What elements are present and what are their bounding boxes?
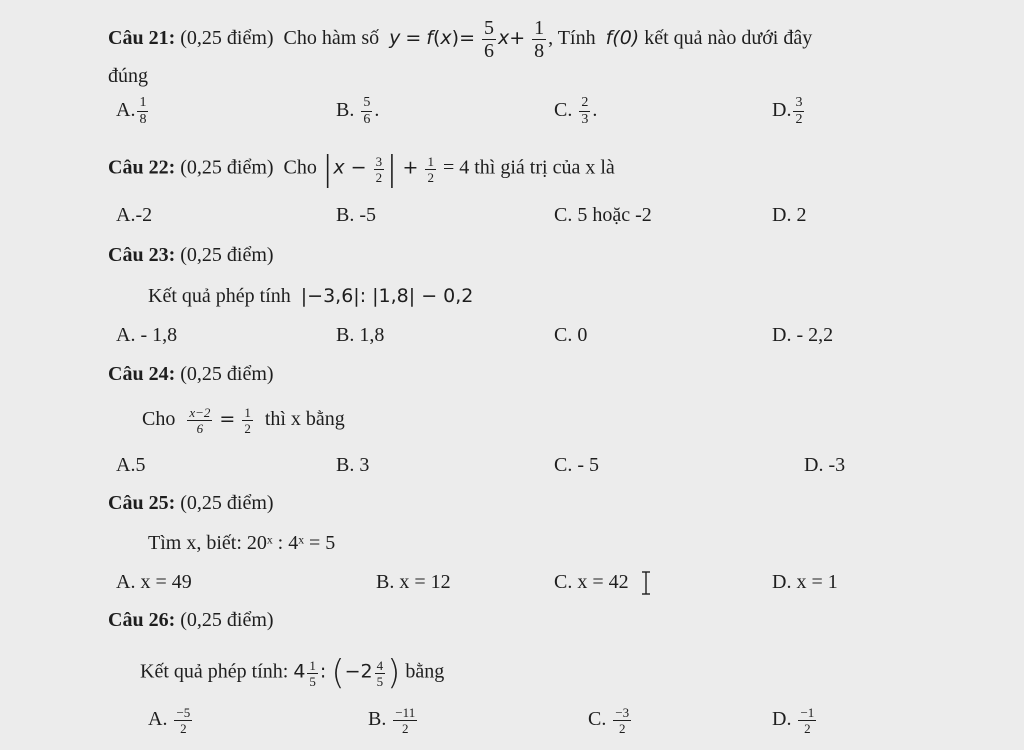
option-d[interactable]: D. 2 xyxy=(772,204,807,226)
question-text: Tìm x, biết: xyxy=(148,532,242,554)
question-23 xyxy=(108,243,274,267)
fraction: $\frac{5}{6}$ xyxy=(484,17,494,62)
math-expr: = 4 xyxy=(442,156,470,179)
question-25 xyxy=(108,491,274,515)
fraction: $\frac{1}{8}$ xyxy=(534,17,545,62)
question-label: Câu 26: xyxy=(108,609,176,631)
text-cursor-icon xyxy=(640,570,652,596)
question-label: Câu 24: xyxy=(108,363,176,385)
option-a[interactable]: A.-2 xyxy=(116,204,153,226)
question-text: Cho hàm số xyxy=(283,27,380,50)
question-24 xyxy=(108,362,274,386)
math-expr: f(0) xyxy=(605,27,640,50)
math-number: 4 xyxy=(293,660,306,683)
question-text: , Tính xyxy=(548,27,596,50)
fraction: $\frac{1}{2}$ xyxy=(244,405,251,436)
fraction: $\frac{3}{2}$ xyxy=(375,153,383,185)
question-21: Câu 21: (0,25 điểm) Cho hàm số y = f(x)= $\frac{5}{6}$ x+ $\frac{1}{8}$ , Tính f(0) kết quả nào dưới đây xyxy=(108,17,813,62)
question-points: (0,25 điểm) xyxy=(180,363,274,385)
question-points: (0,25 điểm) xyxy=(180,492,274,514)
option-b[interactable]: B. x = 12 xyxy=(376,571,451,593)
question-label: Câu 25: xyxy=(108,492,176,514)
question-text: Kết quả phép tính xyxy=(148,285,291,307)
math-op: : xyxy=(319,660,327,683)
question-24-body xyxy=(142,406,345,435)
option-a[interactable]: A.5 xyxy=(116,454,146,476)
question-label: Câu 21: xyxy=(108,27,176,50)
option-b[interactable]: B. -5 xyxy=(336,204,376,226)
fraction: $\frac{1}{5}$ xyxy=(309,657,316,689)
option-c[interactable]: C. $\frac{-3}{2}$ xyxy=(588,705,630,736)
question-text: Kết quả phép tính: xyxy=(140,660,289,683)
question-text: thì giá trị của x là xyxy=(474,156,615,179)
option-c[interactable]: C. $\frac{2}{3}$ . xyxy=(554,95,598,127)
math-var: x xyxy=(440,27,452,50)
math-expr: x − xyxy=(333,156,367,179)
option-d[interactable]: D. -3 xyxy=(804,454,846,476)
question-points: (0,25 điểm) xyxy=(180,609,274,631)
option-c[interactable]: C. - 5 xyxy=(554,454,599,476)
option-d[interactable]: D. - 2,2 xyxy=(772,324,834,346)
question-points: (0,25 điểm) xyxy=(180,156,274,179)
math-op: = xyxy=(219,408,236,431)
math-var: y xyxy=(389,27,401,50)
fraction: $\frac{x-2}{6}$ xyxy=(189,405,211,436)
option-d[interactable]: D. $\frac{3}{2}$ xyxy=(772,95,803,127)
question-text: bằng xyxy=(405,660,445,683)
question-label: Câu 23: xyxy=(108,244,176,266)
question-text: kết quả nào dưới đây xyxy=(644,27,813,50)
question-26 xyxy=(108,608,274,632)
option-c[interactable]: C. 0 xyxy=(554,324,588,346)
math-number: −2 xyxy=(344,660,373,683)
option-a[interactable]: A. x = 49 xyxy=(116,571,192,593)
math-op: = xyxy=(405,27,422,50)
option-b[interactable]: B. $\frac{-11}{2}$ xyxy=(368,705,416,736)
question-23-body xyxy=(148,284,473,308)
question-26-body: Kết quả phép tính: 4 $\frac{1}{5}$ : (−2 $\frac{4}{5}$ ) bằng xyxy=(140,653,445,693)
fraction: $\frac{4}{5}$ xyxy=(376,657,384,689)
option-c[interactable]: C. x = 42 xyxy=(554,570,652,596)
math-expr: |−3,6|: |1,8| − 0,2 xyxy=(300,285,474,307)
question-points: (0,25 điểm) xyxy=(180,27,274,50)
option-c[interactable]: C. 5 hoặc -2 xyxy=(554,204,652,226)
math-var: x xyxy=(498,27,510,50)
question-25-body xyxy=(148,531,335,555)
option-b[interactable]: B. $\frac{5}{6}$ . xyxy=(336,95,380,127)
math-op: + xyxy=(509,27,526,50)
question-22: Câu 22: (0,25 điểm) Cho |x − $\frac{3}{2}$ | + $\frac{1}{2}$ = 4 thì giá trị của x là xyxy=(108,149,615,189)
question-text: Cho xyxy=(142,408,176,431)
option-d[interactable]: D. $\frac{-1}{2}$ xyxy=(772,705,815,736)
question-text: thì x bằng xyxy=(264,408,345,431)
option-b[interactable]: B. 3 xyxy=(336,454,370,476)
option-a[interactable]: A. $\frac{-5}{2}$ xyxy=(148,705,191,736)
question-points: (0,25 điểm) xyxy=(180,244,274,266)
option-a[interactable]: A. - 1,8 xyxy=(116,324,178,346)
math-expr: 20ˣ : 4ˣ = 5 xyxy=(246,532,336,554)
math-var: f xyxy=(426,27,433,50)
option-d[interactable]: D. x = 1 xyxy=(772,571,838,593)
math-op: + xyxy=(402,156,419,179)
question-text-continued: đúng xyxy=(108,65,148,87)
option-a[interactable]: A. $\frac{1}{8}$ xyxy=(116,95,147,127)
option-b[interactable]: B. 1,8 xyxy=(336,324,385,346)
question-label: Câu 22: xyxy=(108,156,176,179)
fraction: $\frac{1}{2}$ xyxy=(427,153,434,185)
question-text: Cho xyxy=(283,156,317,179)
